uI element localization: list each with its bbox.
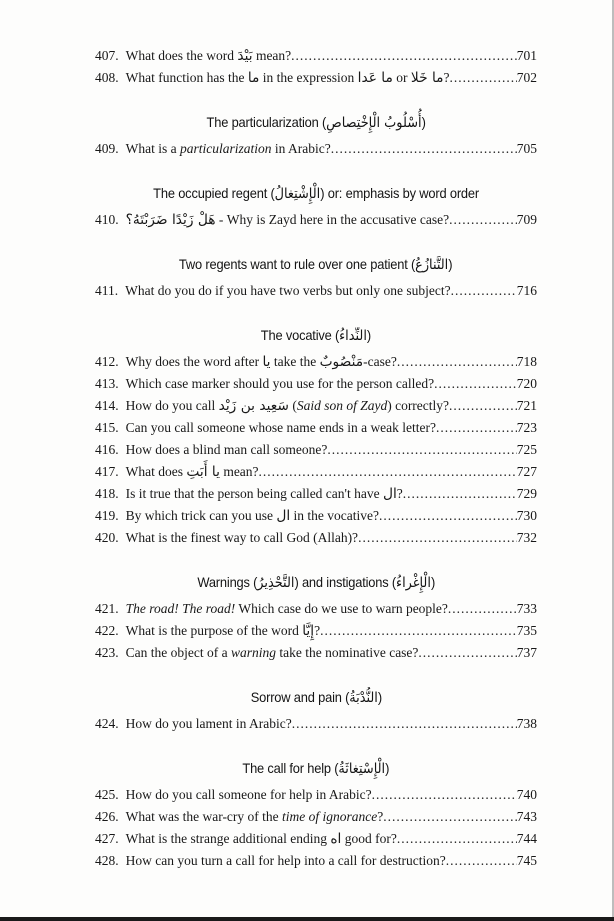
section-heading xyxy=(95,111,537,134)
text-run: What was the war-cry of the xyxy=(125,809,283,824)
question-text xyxy=(126,505,379,527)
dot-leader xyxy=(449,395,517,417)
text-run: ) xyxy=(385,760,390,776)
text-run: Which case do we use to warn people? xyxy=(235,601,448,616)
section-heading-text xyxy=(261,324,371,347)
question-number: 425. xyxy=(95,787,119,802)
text-run: Two regents want to rule over one patient ( xyxy=(179,256,416,272)
question-text xyxy=(126,828,397,850)
question-text xyxy=(126,417,436,439)
section-heading-text xyxy=(250,686,381,709)
page-number: 738 xyxy=(516,716,537,731)
toc-entry xyxy=(95,138,537,160)
text-run: What is a xyxy=(125,141,180,156)
text-run: ) and instigations ( xyxy=(294,574,396,590)
arabic-term: ما عَدا xyxy=(357,70,393,86)
text-run: Is it true that the person being called can't have xyxy=(125,486,383,501)
page-number: 745 xyxy=(516,853,537,868)
toc-entry xyxy=(95,505,537,527)
italic-text: particularization xyxy=(179,141,272,156)
dot-leader xyxy=(379,505,517,527)
page-number: 732 xyxy=(516,530,537,545)
question-text xyxy=(126,642,419,664)
text-run: By which trick can you use xyxy=(125,508,277,523)
page-number: 718 xyxy=(516,354,537,369)
dot-leader xyxy=(403,483,517,505)
text-run: How do you lament in Arabic? xyxy=(125,716,292,731)
question-text xyxy=(126,461,259,483)
question-text xyxy=(126,67,450,89)
arabic-term: ما خَلا xyxy=(410,70,444,86)
arabic-term: التَّحْذِيرُ xyxy=(257,575,295,591)
section-heading-text xyxy=(197,571,435,594)
toc-entry xyxy=(95,395,537,417)
toc-entry xyxy=(95,67,537,89)
text-run: ) xyxy=(366,327,372,343)
question-number: 413. xyxy=(95,376,119,391)
toc-entry xyxy=(95,828,537,850)
text-run: What is the strange additional ending xyxy=(125,831,331,846)
question-number: 418. xyxy=(95,486,119,501)
page-number: 730 xyxy=(516,508,537,523)
text-run: The occupied regent ( xyxy=(153,185,275,201)
page-number: 733 xyxy=(516,601,537,616)
text-run: mean? xyxy=(219,464,259,479)
text-run: What is the purpose of the word xyxy=(125,623,303,638)
text-run: - Why is Zayd here in the accusative case? xyxy=(215,212,450,227)
question-text xyxy=(126,598,448,620)
question-number: 414. xyxy=(95,398,119,413)
section-heading-text xyxy=(243,757,390,780)
dot-leader xyxy=(291,45,517,67)
text-run: ? xyxy=(377,809,384,824)
italic-text: warning xyxy=(230,645,276,660)
italic-text: time of ignorance xyxy=(282,809,378,824)
toc-entry xyxy=(95,850,537,872)
dot-leader xyxy=(446,850,517,872)
question-number: 408. xyxy=(95,70,119,85)
page-number: 725 xyxy=(516,442,537,457)
question-text xyxy=(126,784,372,806)
dot-leader xyxy=(397,351,517,373)
section-heading xyxy=(95,757,537,780)
section-heading xyxy=(95,182,537,205)
question-number: 416. xyxy=(95,442,119,457)
text-run: ( xyxy=(288,398,297,413)
dot-leader xyxy=(331,138,517,160)
dot-leader xyxy=(448,598,517,620)
text-run: ? xyxy=(396,486,403,501)
text-run: What does the word xyxy=(125,48,238,63)
page-number: 740 xyxy=(516,787,537,802)
text-run: The particularization ( xyxy=(206,114,327,130)
page-number: 729 xyxy=(516,486,537,501)
page-number: 723 xyxy=(516,420,537,435)
page-number: 705 xyxy=(516,141,537,156)
text-run: ) xyxy=(448,256,453,272)
arabic-term: مَنْصُوبٌ xyxy=(319,354,364,370)
text-run: ? xyxy=(314,623,321,638)
text-run: take the nominative case? xyxy=(275,645,419,660)
text-run: Can the object of a xyxy=(125,645,231,660)
dot-leader xyxy=(358,527,517,549)
question-text xyxy=(126,620,320,642)
text-run: How can you turn a call for help into a call for destruction? xyxy=(125,853,446,868)
section-heading xyxy=(95,686,537,709)
question-text xyxy=(126,138,331,160)
question-text xyxy=(126,395,449,417)
section-heading xyxy=(95,571,537,594)
text-run: in the vocative? xyxy=(290,508,380,523)
section-heading-text xyxy=(206,111,425,134)
toc-entry xyxy=(95,527,537,549)
text-run: How do you call xyxy=(125,398,219,413)
text-run: What is the finest way to call God (Allah)? xyxy=(125,530,359,545)
question-number: 409. xyxy=(95,141,119,156)
toc-entry xyxy=(95,461,537,483)
page-number: 702 xyxy=(516,70,537,85)
question-number: 424. xyxy=(95,716,119,731)
toc-entry xyxy=(95,209,537,231)
dot-leader xyxy=(372,784,517,806)
arabic-term: ال xyxy=(276,508,291,524)
page-number: 720 xyxy=(516,376,537,391)
question-number: 428. xyxy=(95,853,119,868)
question-number: 411. xyxy=(95,283,119,298)
text-run: ) xyxy=(430,574,435,590)
arabic-term: إِيَّا xyxy=(302,623,315,639)
page-number: 716 xyxy=(516,283,537,298)
text-run: Can you call someone whose name ends in a weak letter? xyxy=(125,420,437,435)
toc-entry xyxy=(95,620,537,642)
arabic-term: ال xyxy=(382,486,397,502)
question-text xyxy=(126,806,384,828)
question-number: 415. xyxy=(95,420,119,435)
dot-leader xyxy=(383,806,516,828)
arabic-term: الْإِغْراءُ xyxy=(395,575,431,591)
dot-leader xyxy=(436,417,517,439)
text-run: The call for help ( xyxy=(242,760,339,776)
text-run: Why does the word after xyxy=(125,354,263,369)
text-run: ) or: emphasis by word order xyxy=(320,185,479,201)
arabic-term: هَلْ زَيْدًا ضَرَبْتَهُ؟ xyxy=(125,212,216,228)
dot-leader xyxy=(451,280,517,302)
question-text xyxy=(126,45,292,67)
text-run: in the expression xyxy=(259,70,358,85)
text-run: Sorrow and pain ( xyxy=(250,689,349,705)
italic-text: Said son of Zayd xyxy=(296,398,388,413)
question-number: 421. xyxy=(95,601,119,616)
text-run: ? xyxy=(443,70,450,85)
dot-leader xyxy=(434,373,517,395)
dot-leader xyxy=(449,209,517,231)
toc-entry xyxy=(95,417,537,439)
text-run: Warnings ( xyxy=(197,574,258,590)
section-heading xyxy=(95,253,537,276)
dot-leader xyxy=(292,713,517,735)
question-text xyxy=(126,713,292,735)
question-number: 423. xyxy=(95,645,119,660)
text-run: ) correctly? xyxy=(387,398,450,413)
page-number: 737 xyxy=(516,645,537,660)
text-run: Which case marker should you use for the person called? xyxy=(125,376,435,391)
toc-entry xyxy=(95,280,537,302)
arabic-term: ما xyxy=(247,70,260,86)
question-number: 422. xyxy=(95,623,119,638)
toc-entry xyxy=(95,351,537,373)
toc-entry xyxy=(95,713,537,735)
question-text xyxy=(126,351,397,373)
question-number: 419. xyxy=(95,508,119,523)
text-run: What does xyxy=(125,464,187,479)
page-number: 727 xyxy=(516,464,537,479)
section-heading-text xyxy=(179,253,452,276)
question-number: 410. xyxy=(95,212,119,227)
text-run: mean? xyxy=(252,48,292,63)
toc-entry xyxy=(95,806,537,828)
arabic-term: الْإِشْتِغالُ xyxy=(274,186,321,202)
page-number: 721 xyxy=(516,398,537,413)
dot-leader xyxy=(418,642,516,664)
text-run: take the xyxy=(270,354,320,369)
page-number: 743 xyxy=(516,809,537,824)
text-run: How do you call someone for help in Arabic? xyxy=(125,787,372,802)
page-number: 709 xyxy=(516,212,537,227)
toc-entry xyxy=(95,373,537,395)
question-text xyxy=(126,373,435,395)
arabic-term: يا أَبَتِ xyxy=(186,464,220,480)
text-run: How does a blind man call someone? xyxy=(125,442,328,457)
text-run: in Arabic? xyxy=(271,141,331,156)
question-number: 427. xyxy=(95,831,119,846)
arabic-term: سَعِيد بن زَيْد xyxy=(218,398,289,414)
text-run: ) xyxy=(377,689,382,705)
dot-leader xyxy=(397,828,517,850)
question-text xyxy=(125,280,450,302)
dot-leader xyxy=(450,67,517,89)
arabic-term: التَّنازُعُ xyxy=(415,257,449,273)
arabic-term: أُسْلُوبُ الْإِخْتِصاصِ xyxy=(326,115,422,131)
text-run: good for? xyxy=(341,831,397,846)
question-number: 426. xyxy=(95,809,119,824)
arabic-term: النُّدْبَةُ xyxy=(348,690,378,706)
text-run: ) xyxy=(421,114,426,130)
question-number: 407. xyxy=(95,48,119,63)
dot-leader xyxy=(320,620,517,642)
toc-entry xyxy=(95,483,537,505)
question-text xyxy=(126,209,449,231)
section-heading xyxy=(95,324,537,347)
toc-entry xyxy=(95,439,537,461)
question-number: 420. xyxy=(95,530,119,545)
arabic-term: اه xyxy=(330,831,342,847)
text-run: The vocative ( xyxy=(260,327,340,343)
dot-leader xyxy=(259,461,517,483)
text-run: What function has the xyxy=(125,70,248,85)
toc-list xyxy=(95,45,537,872)
page-number: 735 xyxy=(516,623,537,638)
question-number: 417. xyxy=(95,464,119,479)
toc-entry xyxy=(95,45,537,67)
question-number: 412. xyxy=(95,354,119,369)
text-run: -case? xyxy=(363,354,397,369)
italic-text: The road! The road! xyxy=(125,601,236,616)
arabic-term: يا xyxy=(262,354,271,370)
toc-entry xyxy=(95,784,537,806)
dot-leader xyxy=(327,439,516,461)
text-run: What do you do if you have two verbs but only one subject? xyxy=(125,283,451,298)
page-scan-edge-bottom xyxy=(0,917,614,921)
toc-entry xyxy=(95,598,537,620)
page-number: 701 xyxy=(516,48,537,63)
arabic-term: النِّداءُ xyxy=(339,328,367,344)
question-text xyxy=(126,527,358,549)
section-heading-text xyxy=(153,182,479,205)
toc-entry xyxy=(95,642,537,664)
question-text xyxy=(126,483,403,505)
page-number: 744 xyxy=(516,831,537,846)
arabic-term: الْإِسْتِغاثَةُ xyxy=(338,761,386,777)
arabic-term: بَيْدَ xyxy=(237,48,253,64)
question-text xyxy=(126,439,328,461)
text-run: or xyxy=(392,70,411,85)
question-text xyxy=(126,850,446,872)
